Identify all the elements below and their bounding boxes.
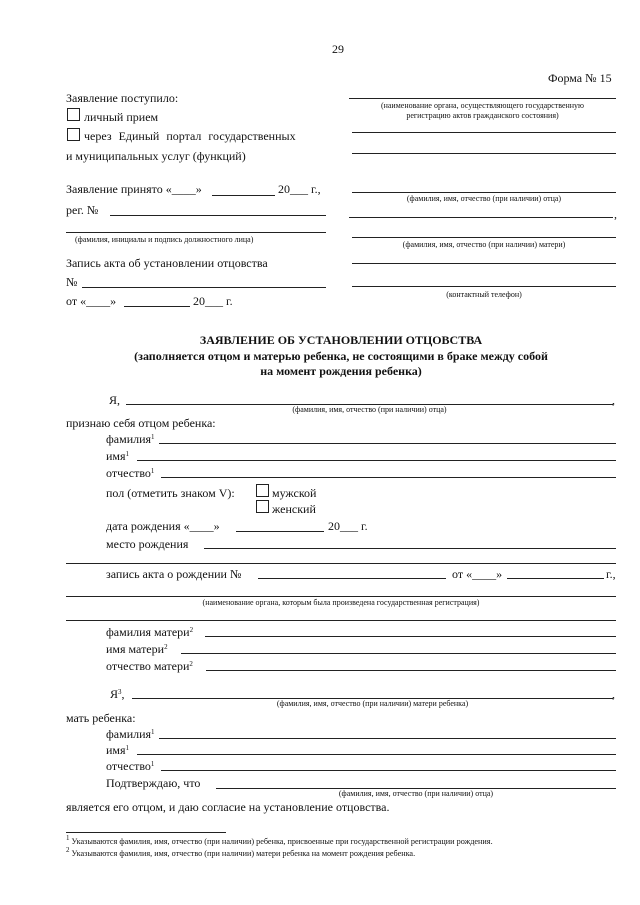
birth-authority-line[interactable] [66, 596, 616, 597]
confirm-father-caption: (фамилия, имя, отчество (при наличии) отца) [338, 789, 494, 798]
i3-label: $Я^3$, [110, 687, 125, 701]
m-child-name-line[interactable] [137, 754, 616, 755]
form-number: Форма № 15 [548, 71, 612, 85]
record-no-label: № [66, 275, 78, 289]
received-label: Заявление поступило: [66, 91, 179, 105]
child-patronymic-label: отчество$^1$ [106, 466, 155, 480]
portal-label-1: через Единый портал государственных [84, 129, 296, 143]
birthplace-label: место рождения [106, 537, 189, 551]
female-label: женский [272, 502, 316, 516]
birth-record-number-line[interactable] [258, 578, 446, 579]
accepted-prefix: Заявление принято «____» [66, 182, 202, 196]
m-child-surname-label: фамилия$^1$ [106, 727, 155, 741]
mother-patronymic-line[interactable] [206, 670, 616, 671]
birth-record-label: запись акта о рождении № [106, 567, 242, 581]
dob-suffix: 20___ г. [328, 519, 368, 533]
i-label: Я, [109, 393, 121, 407]
official-line[interactable] [66, 232, 326, 233]
reg-number-line[interactable] [110, 215, 326, 216]
male-checkbox[interactable] [256, 484, 269, 497]
record-from-prefix: от «____» [66, 294, 117, 308]
phone-line[interactable] [352, 286, 616, 287]
sex-label: пол (отметить знаком V): [106, 486, 235, 500]
mother-line-2[interactable] [352, 263, 616, 264]
birthplace-line[interactable] [204, 548, 616, 549]
birth-record-year: г., [606, 567, 616, 581]
reg-label: рег. № [66, 203, 99, 217]
record-from-suffix: 20___ г. [193, 294, 233, 308]
child-surname-label: фамилия$^1$ [106, 432, 155, 446]
father-line-2[interactable] [349, 217, 613, 218]
mother-surname-label: фамилия матери$^2$ [106, 625, 194, 639]
dob-month-line[interactable] [236, 531, 324, 532]
father-line[interactable] [352, 192, 616, 193]
phone-caption: (контактный телефон) [446, 290, 522, 299]
authority-line[interactable] [349, 98, 616, 99]
child-name-line[interactable] [137, 460, 616, 461]
footnote-2: $^2$ Указываются фамилия, имя, отчество (при наличии) матери ребенка на момент рождения ребенка. [66, 846, 416, 858]
mother-surname-line[interactable] [205, 636, 616, 637]
portal-label-2: и муниципальных услуг (функций) [66, 149, 246, 163]
birth-record-from: от «____» [452, 567, 503, 581]
father-comma: , [614, 207, 617, 221]
m-child-name-label: имя$^1$ [106, 743, 130, 757]
birth-authority-caption: (наименование органа, которым была произведена государственная регистрация) [202, 598, 480, 607]
record-number-line[interactable] [82, 287, 326, 288]
birth-record-month-line[interactable] [507, 578, 604, 579]
child-surname-line[interactable] [159, 443, 616, 444]
i-comma: , [612, 393, 615, 407]
authority-caption-1: (наименование органа, осуществляющего государственную [380, 101, 585, 110]
consent-text: является его отцом, и даю согласие на установление отцовства. [66, 800, 390, 814]
portal-checkbox[interactable] [67, 128, 80, 141]
applicant-mother-caption: (фамилия, имя, отчество (при наличии) матери ребенка) [276, 699, 469, 708]
m-child-patronymic-label: отчество$^1$ [106, 759, 155, 773]
female-checkbox[interactable] [256, 500, 269, 513]
mother-line[interactable] [352, 237, 616, 238]
birth-authority-line-2[interactable] [66, 620, 616, 621]
birthplace-line-2[interactable] [66, 563, 616, 564]
authority-caption-2: регистрацию актов гражданского состояния) [406, 111, 559, 120]
child-name-label: имя$^1$ [106, 449, 130, 463]
page-number: 29 [332, 42, 344, 56]
dob-prefix: дата рождения «____» [106, 519, 220, 533]
authority-line-2[interactable] [352, 132, 616, 133]
record-month-line[interactable] [124, 306, 190, 307]
i3-comma: , [612, 687, 615, 701]
accepted-suffix: 20___ г., [278, 182, 321, 196]
personal-checkbox[interactable] [67, 108, 80, 121]
footnote-divider [66, 832, 226, 833]
m-child-surname-line[interactable] [159, 738, 616, 739]
doc-subtitle-1: (заполняется отцом и матерью ребенка, не состоящими в браке между собой [134, 349, 548, 363]
child-patronymic-line[interactable] [161, 477, 616, 478]
mother-name-label: имя матери$^2$ [106, 642, 168, 656]
authority-line-3[interactable] [352, 153, 616, 154]
accepted-month-line[interactable] [212, 195, 275, 196]
footnote-1: $^1$ Указываются фамилия, имя, отчество (при наличии) ребенка, присвоенные при государственной регистрации рождения. [66, 834, 493, 846]
doc-title: ЗАЯВЛЕНИЕ ОБ УСТАНОВЛЕНИИ ОТЦОВСТВА [199, 333, 483, 347]
confirm-label: Подтверждаю, что [106, 776, 201, 790]
male-label: мужской [272, 486, 317, 500]
personal-label: личный прием [84, 110, 159, 124]
mother-name-line[interactable] [181, 653, 616, 654]
record-title: Запись акта об установлении отцовства [66, 256, 268, 270]
applicant-father-caption: (фамилия, имя, отчество (при наличии) отца) [292, 405, 447, 414]
recognize-label: признаю себя отцом ребенка: [66, 416, 216, 430]
m-child-patronymic-line[interactable] [161, 770, 616, 771]
mother-of-child-label: мать ребенка: [66, 711, 136, 725]
mother-caption-top: (фамилия, имя, отчество (при наличии) матери) [402, 240, 566, 249]
official-caption: (фамилия, инициалы и подпись должностного лица) [75, 235, 254, 244]
father-caption-top: (фамилия, имя, отчество (при наличии) отца) [406, 194, 562, 203]
doc-subtitle-2: на момент рождения ребенка) [260, 364, 422, 378]
mother-patronymic-label: отчество матери$^2$ [106, 659, 193, 673]
